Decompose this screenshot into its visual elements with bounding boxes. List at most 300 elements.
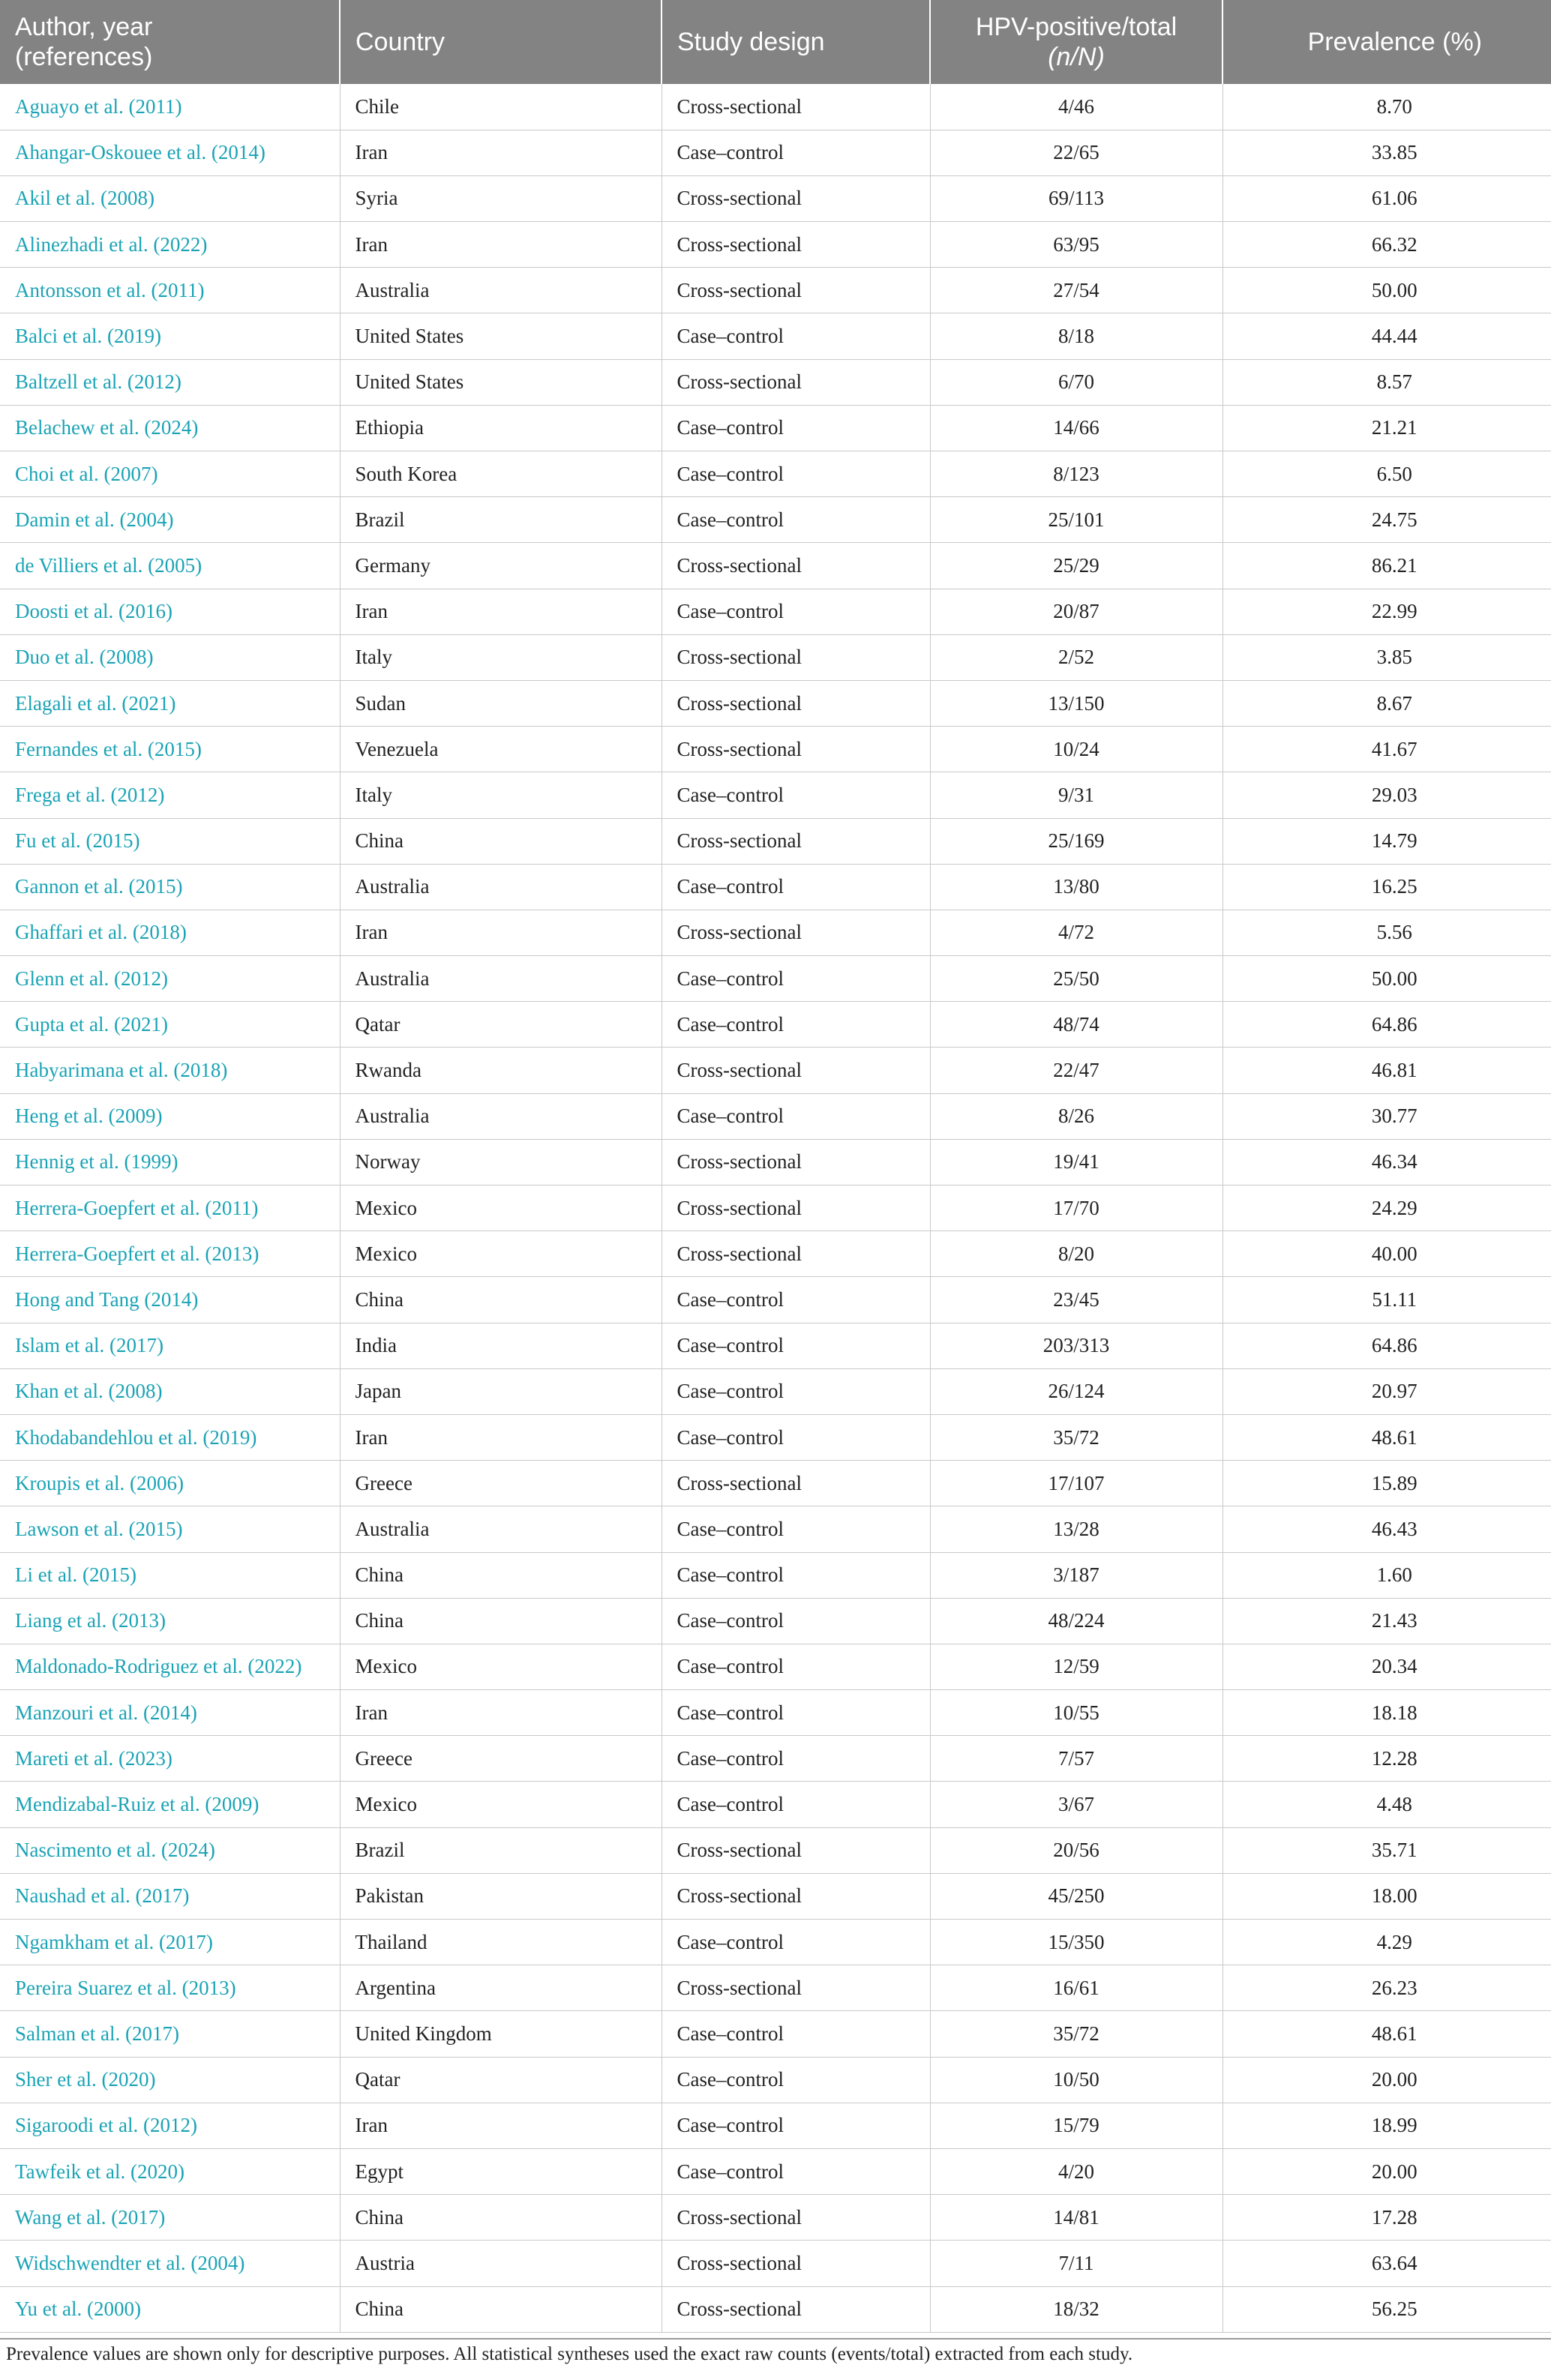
hpv-count-cell: 17/70 xyxy=(930,1186,1222,1231)
author-cell[interactable]: Tawfeik et al. (2020) xyxy=(0,2148,340,2194)
table-row xyxy=(0,589,1551,634)
author-cell[interactable]: Herrera-Goepfert et al. (2013) xyxy=(0,1231,340,1277)
design-cell: Cross-sectional xyxy=(662,727,930,772)
country-cell: Egypt xyxy=(340,2148,662,2194)
design-cell: Case–control xyxy=(662,1552,930,1598)
table-row xyxy=(0,268,1551,313)
table-row xyxy=(0,1827,1551,1873)
author-cell[interactable]: Sher et al. (2020) xyxy=(0,2057,340,2103)
design-cell: Case–control xyxy=(662,497,930,543)
table-row xyxy=(0,1552,1551,1598)
hpv-count-cell: 8/20 xyxy=(930,1231,1222,1277)
prevalence-cell: 66.32 xyxy=(1222,222,1551,268)
hpv-count-cell: 4/72 xyxy=(930,910,1222,955)
prevalence-cell: 63.64 xyxy=(1222,2241,1551,2286)
table-row xyxy=(0,818,1551,864)
author-cell[interactable]: Ngamkham et al. (2017) xyxy=(0,1920,340,1965)
author-cell[interactable]: Gannon et al. (2015) xyxy=(0,864,340,910)
country-cell: Pakistan xyxy=(340,1873,662,1919)
design-cell: Case–control xyxy=(662,130,930,175)
header-prevalence: Prevalence (%) xyxy=(1222,0,1551,84)
author-cell[interactable]: Baltzell et al. (2012) xyxy=(0,359,340,405)
hpv-count-cell: 18/32 xyxy=(930,2286,1222,2332)
hpv-count-cell: 12/59 xyxy=(930,1644,1222,1689)
design-cell: Cross-sectional xyxy=(662,1048,930,1093)
author-cell[interactable]: de Villiers et al. (2005) xyxy=(0,543,340,589)
hpv-count-cell: 8/18 xyxy=(930,313,1222,359)
design-cell: Case–control xyxy=(662,864,930,910)
design-cell: Case–control xyxy=(662,1736,930,1782)
footnote-divider xyxy=(0,2338,1551,2340)
author-cell[interactable]: Kroupis et al. (2006) xyxy=(0,1461,340,1506)
table-row xyxy=(0,1277,1551,1323)
author-cell[interactable]: Elagali et al. (2021) xyxy=(0,680,340,726)
author-cell[interactable]: Li et al. (2015) xyxy=(0,1552,340,1598)
design-cell: Case–control xyxy=(662,1598,930,1644)
header-country: Country xyxy=(340,0,662,84)
author-cell[interactable]: Fu et al. (2015) xyxy=(0,818,340,864)
author-cell[interactable]: Maldonado-Rodriguez et al. (2022) xyxy=(0,1644,340,1689)
hpv-count-cell: 16/61 xyxy=(930,1965,1222,2011)
design-cell: Cross-sectional xyxy=(662,1873,930,1919)
prevalence-cell: 56.25 xyxy=(1222,2286,1551,2332)
country-cell: Argentina xyxy=(340,1965,662,2011)
author-cell[interactable]: Nascimento et al. (2024) xyxy=(0,1827,340,1873)
hpv-count-cell: 2/52 xyxy=(930,634,1222,680)
hpv-count-cell: 20/87 xyxy=(930,589,1222,634)
design-cell: Cross-sectional xyxy=(662,1231,930,1277)
table-row xyxy=(0,1002,1551,1048)
prevalence-cell: 33.85 xyxy=(1222,130,1551,175)
table-row xyxy=(0,1598,1551,1644)
table-row xyxy=(0,1873,1551,1919)
design-cell: Case–control xyxy=(662,2057,930,2103)
author-cell[interactable]: Lawson et al. (2015) xyxy=(0,1506,340,1552)
prevalence-cell: 20.00 xyxy=(1222,2148,1551,2194)
table-row xyxy=(0,1093,1551,1139)
author-cell[interactable]: Hennig et al. (1999) xyxy=(0,1139,340,1185)
author-cell[interactable]: Doosti et al. (2016) xyxy=(0,589,340,634)
table-row xyxy=(0,1736,1551,1782)
design-cell: Cross-sectional xyxy=(662,910,930,955)
hpv-count-cell: 13/28 xyxy=(930,1506,1222,1552)
prevalence-cell: 20.34 xyxy=(1222,1644,1551,1689)
prevalence-cell: 20.00 xyxy=(1222,2057,1551,2103)
country-cell: China xyxy=(340,2195,662,2241)
design-cell: Case–control xyxy=(662,589,930,634)
table-row xyxy=(0,1690,1551,1736)
country-cell: Italy xyxy=(340,772,662,818)
design-cell: Case–control xyxy=(662,1414,930,1460)
author-cell[interactable]: Islam et al. (2017) xyxy=(0,1323,340,1368)
table-row xyxy=(0,497,1551,543)
hpv-count-cell: 13/80 xyxy=(930,864,1222,910)
table-row xyxy=(0,2057,1551,2103)
prevalence-cell: 26.23 xyxy=(1222,1965,1551,2011)
hpv-count-cell: 8/123 xyxy=(930,451,1222,497)
hpv-count-cell: 48/224 xyxy=(930,1598,1222,1644)
hpv-count-cell: 35/72 xyxy=(930,2011,1222,2057)
header-hpv-line2: (n/N) xyxy=(1048,43,1105,71)
table-row xyxy=(0,864,1551,910)
table-row xyxy=(0,175,1551,221)
prevalence-cell: 1.60 xyxy=(1222,1552,1551,1598)
country-cell: South Korea xyxy=(340,451,662,497)
prevalence-cell: 41.67 xyxy=(1222,727,1551,772)
table-row xyxy=(0,1461,1551,1506)
author-cell[interactable]: Fernandes et al. (2015) xyxy=(0,727,340,772)
prevalence-cell: 86.21 xyxy=(1222,543,1551,589)
design-cell: Cross-sectional xyxy=(662,1461,930,1506)
author-cell[interactable]: Belachew et al. (2024) xyxy=(0,405,340,451)
author-cell[interactable]: Pereira Suarez et al. (2013) xyxy=(0,1965,340,2011)
country-cell: Syria xyxy=(340,175,662,221)
author-cell[interactable]: Frega et al. (2012) xyxy=(0,772,340,818)
country-cell: Qatar xyxy=(340,1002,662,1048)
prevalence-cell: 8.57 xyxy=(1222,359,1551,405)
hpv-count-cell: 4/46 xyxy=(930,84,1222,130)
hpv-count-cell: 17/107 xyxy=(930,1461,1222,1506)
author-cell[interactable]: Gupta et al. (2021) xyxy=(0,1002,340,1048)
prevalence-cell: 44.44 xyxy=(1222,313,1551,359)
design-cell: Cross-sectional xyxy=(662,2286,930,2332)
author-cell[interactable]: Herrera-Goepfert et al. (2011) xyxy=(0,1186,340,1231)
design-cell: Cross-sectional xyxy=(662,222,930,268)
prevalence-cell: 48.61 xyxy=(1222,2011,1551,2057)
country-cell: Norway xyxy=(340,1139,662,1185)
design-cell: Cross-sectional xyxy=(662,2195,930,2241)
table-row xyxy=(0,2148,1551,2194)
prevalence-cell: 46.34 xyxy=(1222,1139,1551,1185)
country-cell: United States xyxy=(340,359,662,405)
country-cell: Germany xyxy=(340,543,662,589)
hpv-count-cell: 23/45 xyxy=(930,1277,1222,1323)
table-row xyxy=(0,1965,1551,2011)
hpv-count-cell: 9/31 xyxy=(930,772,1222,818)
design-cell: Case–control xyxy=(662,1093,930,1139)
design-cell: Cross-sectional xyxy=(662,84,930,130)
country-cell: China xyxy=(340,818,662,864)
hpv-count-cell: 3/67 xyxy=(930,1782,1222,1827)
country-cell: Iran xyxy=(340,222,662,268)
header-row xyxy=(0,0,1551,84)
prevalence-cell: 18.18 xyxy=(1222,1690,1551,1736)
design-cell: Cross-sectional xyxy=(662,2241,930,2286)
country-cell: Mexico xyxy=(340,1231,662,1277)
hpv-count-cell: 10/55 xyxy=(930,1690,1222,1736)
hpv-count-cell: 63/95 xyxy=(930,222,1222,268)
prevalence-cell: 8.70 xyxy=(1222,84,1551,130)
country-cell: China xyxy=(340,1552,662,1598)
design-cell: Cross-sectional xyxy=(662,359,930,405)
table-row xyxy=(0,727,1551,772)
hpv-count-cell: 14/81 xyxy=(930,2195,1222,2241)
hpv-count-cell: 10/50 xyxy=(930,2057,1222,2103)
design-cell: Case–control xyxy=(662,1506,930,1552)
author-cell[interactable]: Naushad et al. (2017) xyxy=(0,1873,340,1919)
table-row xyxy=(0,680,1551,726)
design-cell: Case–control xyxy=(662,1002,930,1048)
country-cell: Mexico xyxy=(340,1186,662,1231)
table-body xyxy=(0,84,1551,2332)
prevalence-cell: 6.50 xyxy=(1222,451,1551,497)
country-cell: China xyxy=(340,2286,662,2332)
table-row xyxy=(0,1139,1551,1185)
design-cell: Case–control xyxy=(662,1644,930,1689)
author-cell[interactable]: Widschwendter et al. (2004) xyxy=(0,2241,340,2286)
country-cell: Thailand xyxy=(340,1920,662,1965)
author-cell[interactable]: Wang et al. (2017) xyxy=(0,2195,340,2241)
table-row xyxy=(0,1048,1551,1093)
header-hpv xyxy=(930,0,1222,84)
design-cell: Cross-sectional xyxy=(662,1827,930,1873)
country-cell: Qatar xyxy=(340,2057,662,2103)
design-cell: Case–control xyxy=(662,2103,930,2148)
table-footnote: Prevalence values are shown only for descriptive purposes. All statistical syntheses used the exact raw counts (events/total) extracted from each study. xyxy=(6,2344,1133,2364)
prevalence-cell: 64.86 xyxy=(1222,1323,1551,1368)
prevalence-cell: 22.99 xyxy=(1222,589,1551,634)
table-row xyxy=(0,1368,1551,1414)
table-row xyxy=(0,1920,1551,1965)
design-cell: Cross-sectional xyxy=(662,634,930,680)
table-row xyxy=(0,2195,1551,2241)
prevalence-cell: 64.86 xyxy=(1222,1002,1551,1048)
author-cell[interactable]: Balci et al. (2019) xyxy=(0,313,340,359)
prevalence-cell: 29.03 xyxy=(1222,772,1551,818)
table-row xyxy=(0,2103,1551,2148)
table-row xyxy=(0,1414,1551,1460)
author-cell[interactable]: Khan et al. (2008) xyxy=(0,1368,340,1414)
country-cell: Mexico xyxy=(340,1782,662,1827)
prevalence-cell: 3.85 xyxy=(1222,634,1551,680)
table-row xyxy=(0,634,1551,680)
country-cell: Rwanda xyxy=(340,1048,662,1093)
design-cell: Cross-sectional xyxy=(662,1186,930,1231)
hpv-count-cell: 20/56 xyxy=(930,1827,1222,1873)
hpv-count-cell: 13/150 xyxy=(930,680,1222,726)
country-cell: Brazil xyxy=(340,497,662,543)
table-row xyxy=(0,359,1551,405)
author-cell[interactable]: Liang et al. (2013) xyxy=(0,1598,340,1644)
country-cell: Italy xyxy=(340,634,662,680)
table-row xyxy=(0,956,1551,1002)
hpv-count-cell: 10/24 xyxy=(930,727,1222,772)
country-cell: Iran xyxy=(340,910,662,955)
author-cell[interactable]: Ghaffari et al. (2018) xyxy=(0,910,340,955)
country-cell: Venezuela xyxy=(340,727,662,772)
country-cell: Chile xyxy=(340,84,662,130)
design-cell: Cross-sectional xyxy=(662,268,930,313)
table-row xyxy=(0,222,1551,268)
country-cell: Australia xyxy=(340,1093,662,1139)
prevalence-cell: 30.77 xyxy=(1222,1093,1551,1139)
hpv-count-cell: 25/101 xyxy=(930,497,1222,543)
prevalence-cell: 40.00 xyxy=(1222,1231,1551,1277)
author-cell[interactable]: Damin et al. (2004) xyxy=(0,497,340,543)
country-cell: Australia xyxy=(340,956,662,1002)
author-cell[interactable]: Mareti et al. (2023) xyxy=(0,1736,340,1782)
author-cell[interactable]: Salman et al. (2017) xyxy=(0,2011,340,2057)
design-cell: Case–control xyxy=(662,1782,930,1827)
prevalence-cell: 24.75 xyxy=(1222,497,1551,543)
table-row xyxy=(0,405,1551,451)
table-row xyxy=(0,1506,1551,1552)
prevalence-cell: 20.97 xyxy=(1222,1368,1551,1414)
header-author xyxy=(0,0,340,84)
country-cell: Iran xyxy=(340,1414,662,1460)
hpv-count-cell: 203/313 xyxy=(930,1323,1222,1368)
design-cell: Case–control xyxy=(662,1323,930,1368)
author-cell[interactable]: Heng et al. (2009) xyxy=(0,1093,340,1139)
country-cell: United Kingdom xyxy=(340,2011,662,2057)
author-cell[interactable]: Alinezhadi et al. (2022) xyxy=(0,222,340,268)
design-cell: Cross-sectional xyxy=(662,680,930,726)
hpv-count-cell: 48/74 xyxy=(930,1002,1222,1048)
header-author-line1: Author, year xyxy=(15,13,153,41)
hpv-count-cell: 35/72 xyxy=(930,1414,1222,1460)
country-cell: Australia xyxy=(340,1506,662,1552)
hpv-count-cell: 45/250 xyxy=(930,1873,1222,1919)
table-row xyxy=(0,1644,1551,1689)
table-row xyxy=(0,313,1551,359)
prevalence-cell: 51.11 xyxy=(1222,1277,1551,1323)
hpv-count-cell: 26/124 xyxy=(930,1368,1222,1414)
design-cell: Case–control xyxy=(662,1277,930,1323)
country-cell: Iran xyxy=(340,589,662,634)
table-row xyxy=(0,772,1551,818)
hpv-count-cell: 27/54 xyxy=(930,268,1222,313)
author-cell[interactable]: Yu et al. (2000) xyxy=(0,2286,340,2332)
prevalence-cell: 12.28 xyxy=(1222,1736,1551,1782)
prevalence-cell: 16.25 xyxy=(1222,864,1551,910)
table-row xyxy=(0,1186,1551,1231)
author-cell[interactable]: Sigaroodi et al. (2012) xyxy=(0,2103,340,2148)
prevalence-cell: 4.29 xyxy=(1222,1920,1551,1965)
hpv-count-cell: 6/70 xyxy=(930,359,1222,405)
hpv-count-cell: 22/47 xyxy=(930,1048,1222,1093)
hpv-count-cell: 3/187 xyxy=(930,1552,1222,1598)
author-cell[interactable]: Duo et al. (2008) xyxy=(0,634,340,680)
prevalence-cell: 24.29 xyxy=(1222,1186,1551,1231)
author-cell[interactable]: Manzouri et al. (2014) xyxy=(0,1690,340,1736)
prevalence-cell: 8.67 xyxy=(1222,680,1551,726)
design-cell: Case–control xyxy=(662,1368,930,1414)
design-cell: Cross-sectional xyxy=(662,818,930,864)
country-cell: Ethiopia xyxy=(340,405,662,451)
country-cell: Greece xyxy=(340,1736,662,1782)
design-cell: Case–control xyxy=(662,1690,930,1736)
prevalence-cell: 4.48 xyxy=(1222,1782,1551,1827)
table-row xyxy=(0,543,1551,589)
prevalence-cell: 15.89 xyxy=(1222,1461,1551,1506)
design-cell: Case–control xyxy=(662,772,930,818)
prevalence-cell: 50.00 xyxy=(1222,956,1551,1002)
design-cell: Case–control xyxy=(662,2011,930,2057)
author-cell[interactable]: Hong and Tang (2014) xyxy=(0,1277,340,1323)
country-cell: Mexico xyxy=(340,1644,662,1689)
hpv-count-cell: 15/350 xyxy=(930,1920,1222,1965)
prevalence-cell: 17.28 xyxy=(1222,2195,1551,2241)
table-row xyxy=(0,451,1551,497)
hpv-count-cell: 22/65 xyxy=(930,130,1222,175)
table-row xyxy=(0,2011,1551,2057)
author-cell[interactable]: Antonsson et al. (2011) xyxy=(0,268,340,313)
header-hpv-line1: HPV-positive/total xyxy=(975,13,1178,41)
prevalence-cell: 61.06 xyxy=(1222,175,1551,221)
country-cell: Sudan xyxy=(340,680,662,726)
table-row xyxy=(0,1323,1551,1368)
hpv-count-cell: 7/11 xyxy=(930,2241,1222,2286)
table-row xyxy=(0,84,1551,130)
author-cell[interactable]: Mendizabal-Ruiz et al. (2009) xyxy=(0,1782,340,1827)
prevalence-cell: 14.79 xyxy=(1222,818,1551,864)
country-cell: China xyxy=(340,1277,662,1323)
hpv-count-cell: 8/26 xyxy=(930,1093,1222,1139)
author-cell[interactable]: Ahangar-Oskouee et al. (2014) xyxy=(0,130,340,175)
hpv-count-cell: 15/79 xyxy=(930,2103,1222,2148)
design-cell: Case–control xyxy=(662,1920,930,1965)
author-cell[interactable]: Akil et al. (2008) xyxy=(0,175,340,221)
country-cell: United States xyxy=(340,313,662,359)
design-cell: Case–control xyxy=(662,405,930,451)
hpv-count-cell: 14/66 xyxy=(930,405,1222,451)
author-cell[interactable]: Khodabandehlou et al. (2019) xyxy=(0,1414,340,1460)
header-design: Study design xyxy=(662,0,930,84)
design-cell: Case–control xyxy=(662,956,930,1002)
country-cell: Austria xyxy=(340,2241,662,2286)
author-cell[interactable]: Habyarimana et al. (2018) xyxy=(0,1048,340,1093)
author-cell[interactable]: Glenn et al. (2012) xyxy=(0,956,340,1002)
country-cell: Australia xyxy=(340,864,662,910)
hpv-count-cell: 25/169 xyxy=(930,818,1222,864)
country-cell: Brazil xyxy=(340,1827,662,1873)
author-cell[interactable]: Aguayo et al. (2011) xyxy=(0,84,340,130)
country-cell: Iran xyxy=(340,2103,662,2148)
prevalence-cell: 46.81 xyxy=(1222,1048,1551,1093)
country-cell: India xyxy=(340,1323,662,1368)
country-cell: Iran xyxy=(340,1690,662,1736)
prevalence-cell: 5.56 xyxy=(1222,910,1551,955)
design-cell: Cross-sectional xyxy=(662,1139,930,1185)
header-author-line2: (references) xyxy=(15,43,153,71)
hpv-count-cell: 69/113 xyxy=(930,175,1222,221)
table-row xyxy=(0,130,1551,175)
prevalence-cell: 18.00 xyxy=(1222,1873,1551,1919)
country-cell: Australia xyxy=(340,268,662,313)
country-cell: China xyxy=(340,1598,662,1644)
table-row xyxy=(0,910,1551,955)
prevalence-cell: 35.71 xyxy=(1222,1827,1551,1873)
table-row xyxy=(0,2286,1551,2332)
hpv-count-cell: 25/29 xyxy=(930,543,1222,589)
prevalence-cell: 48.61 xyxy=(1222,1414,1551,1460)
prevalence-cell: 18.99 xyxy=(1222,2103,1551,2148)
hpv-count-cell: 4/20 xyxy=(930,2148,1222,2194)
prevalence-cell: 21.43 xyxy=(1222,1598,1551,1644)
country-cell: Greece xyxy=(340,1461,662,1506)
author-cell[interactable]: Choi et al. (2007) xyxy=(0,451,340,497)
design-cell: Case–control xyxy=(662,2148,930,2194)
hpv-count-cell: 19/41 xyxy=(930,1139,1222,1185)
prevalence-cell: 46.43 xyxy=(1222,1506,1551,1552)
country-cell: Iran xyxy=(340,130,662,175)
table-row xyxy=(0,2241,1551,2286)
hpv-count-cell: 7/57 xyxy=(930,1736,1222,1782)
hpv-count-cell: 25/50 xyxy=(930,956,1222,1002)
prevalence-cell: 50.00 xyxy=(1222,268,1551,313)
design-cell: Cross-sectional xyxy=(662,1965,930,2011)
design-cell: Case–control xyxy=(662,313,930,359)
